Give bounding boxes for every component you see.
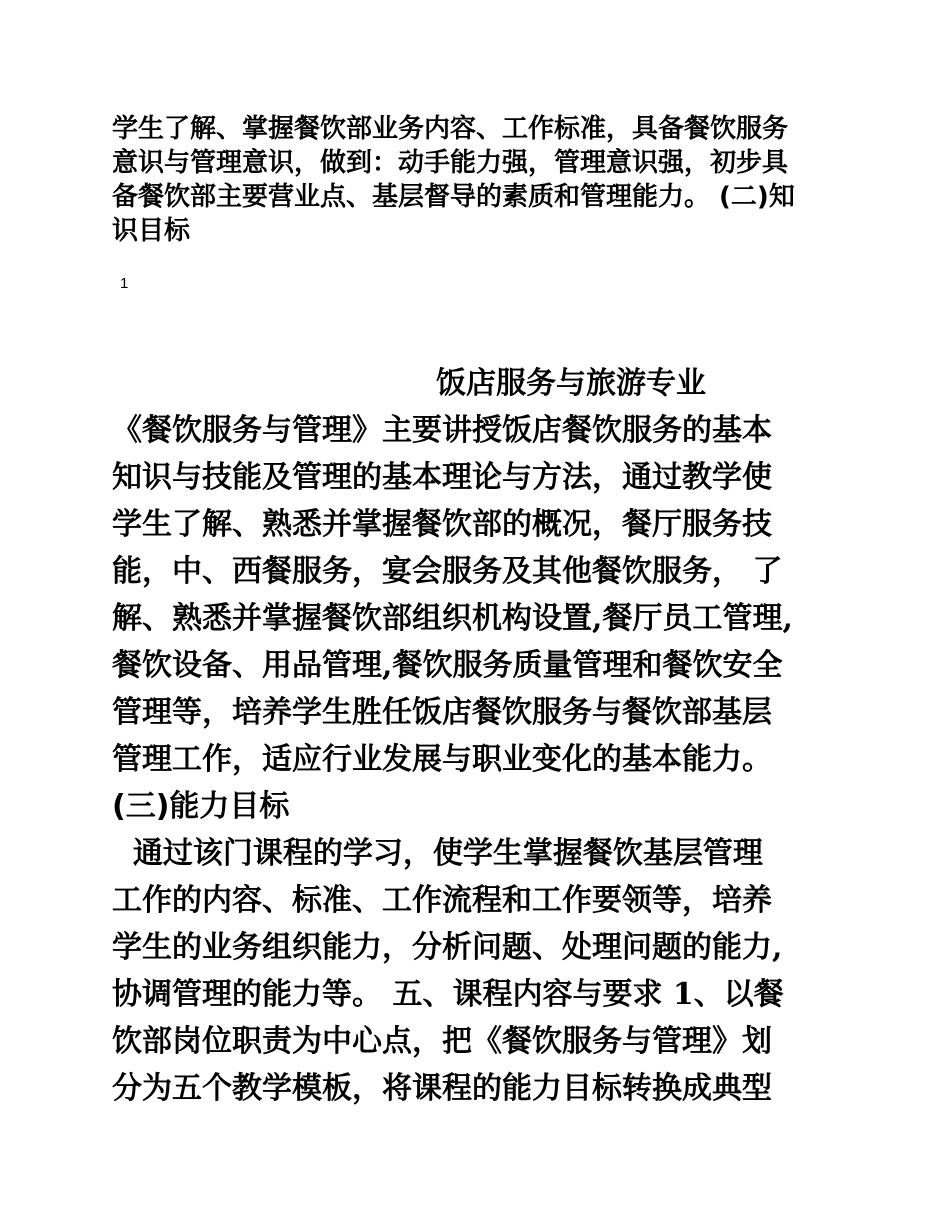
paragraph-line: 学生了解、熟悉并掌握餐饮部的概况，餐厅服务技 xyxy=(112,507,772,542)
paragraph-line: 学生的业务组织能力，分析问题、处理问题的能力, xyxy=(112,930,783,965)
paragraph-line: 协调管理的能力等。 五、课程内容与要求 1、以餐 xyxy=(112,977,784,1012)
paragraph-line: 餐饮设备、用品管理,餐饮服务质量管理和餐饮安全 xyxy=(112,648,783,683)
paragraph-line: 饮部岗位职责为中心点，把《餐饮服务与管理》划 xyxy=(112,1024,772,1059)
paragraph-line: 知识与技能及管理的基本理论与方法，通过教学使 xyxy=(112,460,772,495)
text-line: 识目标 xyxy=(112,216,191,246)
text-line: 意识与管理意识，做到：动手能力强，管理意识强，初步具 xyxy=(112,148,789,178)
previous-page-text xyxy=(112,112,850,248)
text-line: 备餐饮部主要营业点、基层督导的素质和管理能力。 (二)知 xyxy=(112,182,795,212)
paragraph-line: 工作的内容、标准、工作流程和工作要领等，培养 xyxy=(112,883,772,918)
page-number: 1 xyxy=(120,275,129,292)
paragraph-line: 通过该门课程的学习，使学生掌握餐饮基层管理 xyxy=(112,836,763,871)
main-text xyxy=(112,360,852,1112)
paragraph-line: 管理工作，适应行业发展与职业变化的基本能力。 xyxy=(112,742,772,777)
section-heading: (三)能力目标 xyxy=(112,789,290,824)
paragraph-line: 分为五个教学模板，将课程的能力目标转换成典型 xyxy=(112,1071,772,1106)
paragraph-line: 《餐饮服务与管理》主要讲授饭店餐饮服务的基本 xyxy=(112,413,772,448)
page-heading: 饭店服务与旅游专业 xyxy=(436,366,706,401)
paragraph-line: 解、熟悉并掌握餐饮部组织机构设置,餐厅员工管理, xyxy=(112,601,793,636)
paragraph-line: 能，中、西餐服务，宴会服务及其他餐饮服务， 了 xyxy=(112,554,783,589)
paragraph-line: 管理等，培养学生胜任饭店餐饮服务与餐饮部基层 xyxy=(112,695,772,730)
text-line: 学生了解、掌握餐饮部业务内容、工作标准，具备餐饮服务 xyxy=(112,114,789,144)
